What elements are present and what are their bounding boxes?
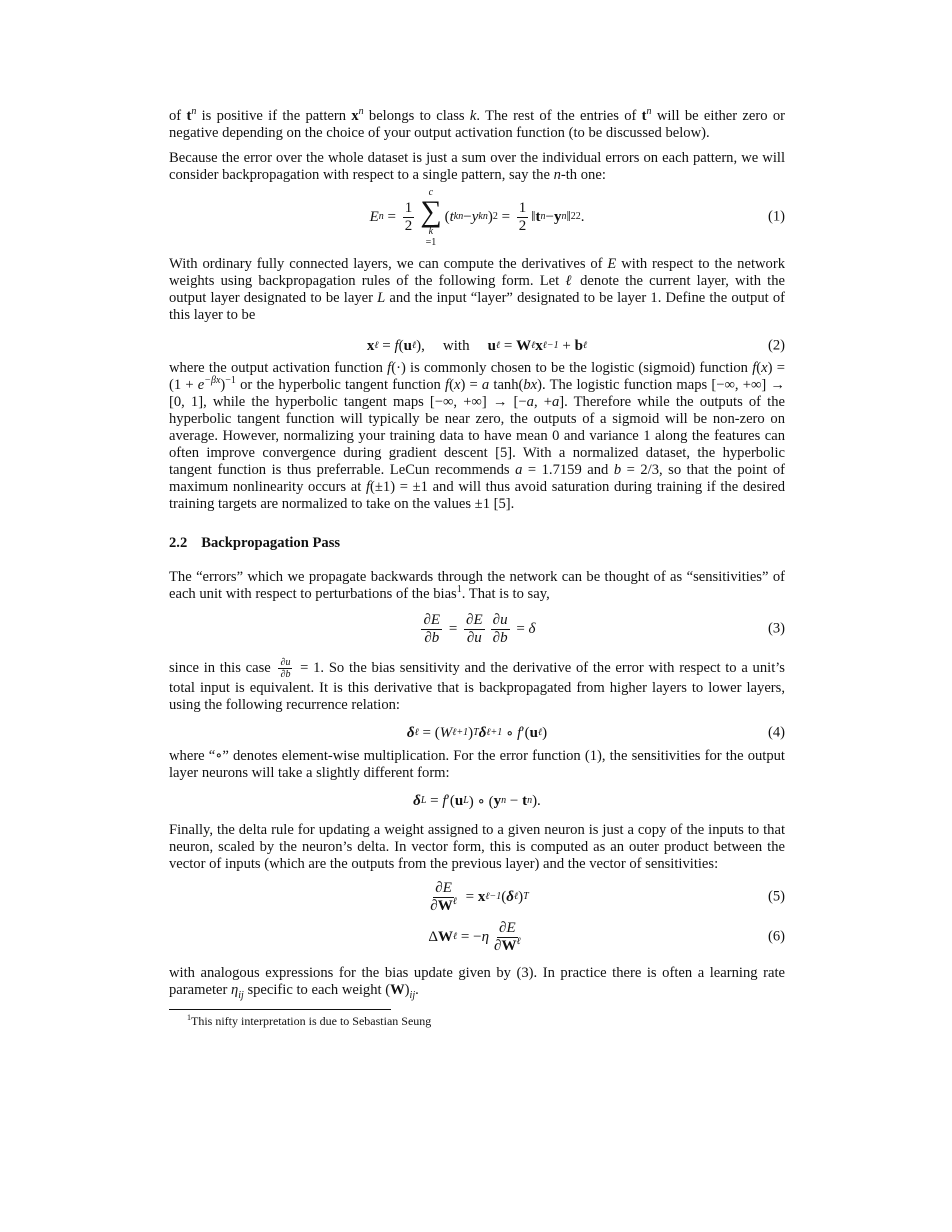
equation-number: (1): [767, 208, 785, 225]
section-title: Backpropagation Pass: [201, 535, 341, 551]
paragraph-6: since in this case $\frac{\partial u}{\partial b}$ = 1. So the bias sensitivity and the derivative of the error with respect to a unit’s total input is equivalent. It is this derivative that is backpropagated from higher layers to lower layers, using the following recurrence relation:: [169, 657, 785, 713]
paragraph-1: of $t^n$ is positive if the pattern $x^n$ belongs to class k. The rest of the entries of $t^n$ will be either zero or negative depending on the choice of your output activation function (to be discussed below).: [169, 106, 785, 141]
equation-number: (3): [767, 620, 785, 637]
paragraph-5: The “errors” which we propagate backwards through the network can be thought of as “sensitivities” of each unit with respect to perturbations of the bias$^1$. That is to say,: [169, 569, 785, 602]
equation-number: (4): [767, 724, 785, 741]
equation-output-delta: δ L = f ′( u L ) ∘ ( y n − t n ).: [413, 792, 541, 810]
equation-2: x ℓ = f ( u ℓ ), with u ℓ = W ℓ x ℓ−1 + b ℓ (2): [366, 337, 785, 354]
section-number: 2.2: [169, 535, 188, 551]
with-word: with: [442, 337, 470, 354]
footnote: [187, 1014, 785, 1028]
paragraph-8: Finally, the delta rule for updating a weight assigned to a given neuron is just a copy of the inputs to that neuron, scaled by the neuron’s delta. In vector form, this is computed as an outer product between the vector of inputs (which are the outputs from the previous layer) and the vector of sensitivities:: [169, 822, 785, 872]
equation-number: (2): [767, 337, 785, 354]
paragraph-3: With ordinary fully connected layers, we can compute the derivatives of E with respect to the network weights using backpropagation rules of the following form. Let ℓ denote the current layer, with the output layer designated to be layer L and the input “layer” designated to be layer 1. Define the output of this layer to be: [169, 256, 785, 323]
equation-1: E n = $\frac{1}{2}$ c ∑ k =1 ( t k n − y k n ) 2 = $\frac{1}{2}$ ‖ t n − y n ‖ 2 2 . (1): [369, 186, 785, 248]
section-heading: [169, 535, 785, 552]
equation-5: $\frac{\partial E}{\partial W^\ell}$ = x ℓ−1 ( δ ℓ ) T (5): [430, 879, 785, 914]
paragraph-4: where the output activation function f(·) is commonly chosen to be the logistic (sigmoid) function $f(x) = (1 + e^{-\beta x})^{-1}$ or the hyperbolic tangent function f(x) = a tanh(bx). The logistic function maps [−∞, +∞] → [0, 1], while the hyperbolic tangent maps [−∞, +∞] → [−a, +a]. Therefore while the outputs of the hyperbolic tangent function will typically be near zero, the outputs of a sigmoid will be non-zero on average. However, normalizing your training data to have mean 0 and variance 1 along the features can often improve convergence during gradient descent [5]. With a normalized dataset, the hyperbolic tangent function is thus preferrable. LeCun recommends a = 1.7159 and b = 2/3, so that the point of maximum nonlinearity occurs at f(±1) = ±1 and will thus avoid saturation during training if the desired training targets are normalized to take on the values ±1 [5].: [169, 360, 786, 512]
paper-page: [169, 108, 785, 1028]
footnote-rule: [169, 1009, 391, 1010]
paragraph-2: Because the error over the whole dataset is just a sum over the individual errors on each pattern, we will consider backpropagation with respect to a single pattern, say the n-th one:: [169, 150, 785, 183]
equation-4: δ ℓ = ( W ℓ+1 ) T δ ℓ+1 ∘ f ′( u ℓ ) (4): [406, 724, 785, 742]
footnote-text: This nifty interpretation is due to Sebastian Seung: [191, 1014, 432, 1028]
paragraph-9: with analogous expressions for the bias update given by (3). In practice there is often a learning rate parameter $\eta_{ij}$ specific to each weight $(W)_{ij}$.: [169, 965, 785, 1001]
equation-number: (5): [767, 888, 785, 905]
equation-6: Δ W ℓ = − η $\frac{\partial E}{\partial W^\ell}$ (6): [428, 919, 785, 954]
equation-3: $\frac{\partial E}{\partial b}$ = $\frac{\partial E}{\partial u}$ $\frac{\partial u}{\partial b}$ = δ (3): [423, 611, 785, 646]
equation-number: (6): [767, 928, 785, 945]
footnote-mark: 1: [187, 1013, 191, 1022]
paragraph-7: where “∘” denotes element-wise multiplication. For the error function (1), the sensitivities for the output layer neurons will take a slightly different form:: [169, 748, 785, 781]
